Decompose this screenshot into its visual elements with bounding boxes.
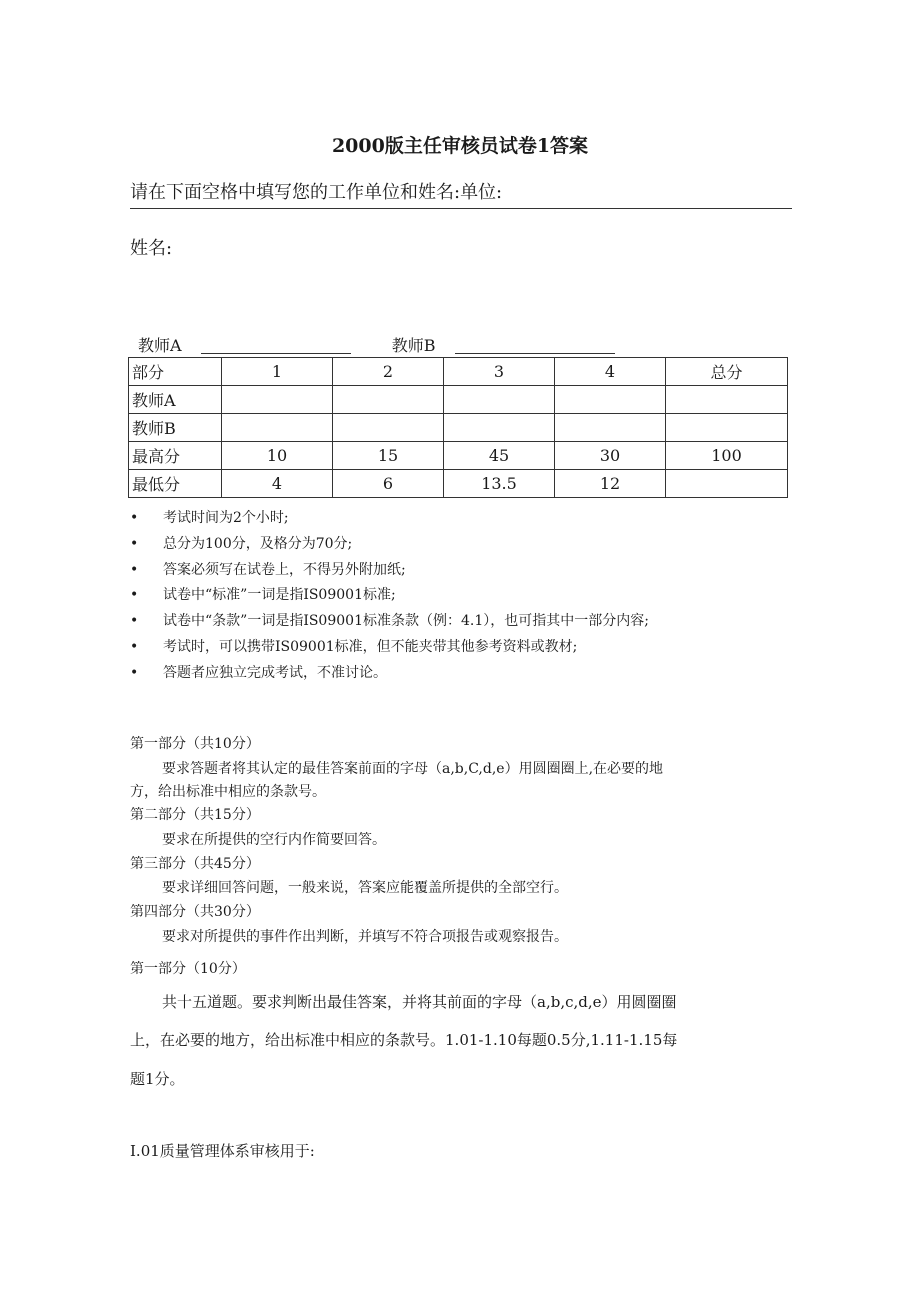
bullet-icon: • <box>130 510 139 526</box>
question-1-01: I.01质量管理体系审核用于: <box>130 1142 315 1160</box>
table-cell: 3 <box>444 358 555 386</box>
exam-rules-list <box>130 506 649 687</box>
list-item <box>130 661 649 687</box>
teacher-b-blank[interactable] <box>455 335 615 354</box>
list-item <box>130 583 649 609</box>
table-cell: 30 <box>555 442 666 470</box>
teacher-a-label: 教师A <box>138 336 182 355</box>
rule-text: 答案必须写在试卷上，不得另外附加纸; <box>163 561 406 578</box>
table-cell: 2 <box>333 358 444 386</box>
table-cell: 4 <box>222 470 333 498</box>
part1-description-cont: 方，给出标准中相应的条款号。 <box>130 784 326 800</box>
rule-text: 试卷中“标准”一词是指IS09001标准; <box>163 587 396 604</box>
part4-description: 要求对所提供的事件作出判断，并填写不符合项报告或观察报告。 <box>162 929 568 945</box>
table-cell[interactable] <box>222 414 333 442</box>
rule-text: 试卷中“条款”一词是指IS09001标准条款（例：4.1），也可指其中一部分内容; <box>163 613 649 630</box>
part2-title: 第二部分（共15分） <box>130 807 260 823</box>
table-cell: 教师A <box>129 386 222 414</box>
table-cell: 4 <box>555 358 666 386</box>
table-cell[interactable] <box>222 386 333 414</box>
teacher-b-label: 教师B <box>391 336 436 355</box>
table-cell: 12 <box>555 470 666 498</box>
section1-paragraph: 共十五道题。要求判断出最佳答案，并将其前面的字母（a,b,c,d,e）用圆圈圈 <box>162 993 677 1011</box>
page-title: 2000版主任审核员试卷1答案 <box>331 135 589 157</box>
section1-title: 第一部分（10分） <box>130 961 246 977</box>
score-table <box>128 357 788 498</box>
list-item <box>130 635 649 661</box>
table-row <box>129 470 788 498</box>
table-row <box>129 414 788 442</box>
table-cell[interactable] <box>666 386 788 414</box>
table-cell: 10 <box>222 442 333 470</box>
table-cell[interactable] <box>333 414 444 442</box>
table-cell[interactable] <box>444 386 555 414</box>
part3-description: 要求详细回答问题，一般来说，答案应能覆盖所提供的全部空行。 <box>162 880 568 896</box>
bullet-icon: • <box>130 664 139 681</box>
rule-text: 考试时，可以携带IS09001标准，但不能夹带其他参考资料或教材; <box>163 638 578 655</box>
bullet-icon: • <box>130 613 139 630</box>
list-item <box>130 609 649 635</box>
rule-text: 考试时间为2个小时; <box>163 510 289 526</box>
table-cell: 45 <box>444 442 555 470</box>
list-item <box>130 506 649 532</box>
rule-text: 答题者应独立完成考试，不准讨论。 <box>163 664 387 681</box>
table-cell: 最低分 <box>129 470 222 498</box>
table-row <box>129 386 788 414</box>
bullet-icon: • <box>130 535 139 552</box>
part1-title: 第一部分（共10分） <box>130 736 260 752</box>
fill-instruction: 请在下面空格中填写您的工作单位和姓名:单位: <box>130 178 792 209</box>
table-cell[interactable] <box>555 386 666 414</box>
list-item <box>130 558 649 584</box>
table-cell: 6 <box>333 470 444 498</box>
table-cell: 13.5 <box>444 470 555 498</box>
table-header-row <box>129 358 788 386</box>
table-cell[interactable] <box>666 414 788 442</box>
part1-description: 要求答题者将其认定的最佳答案前面的字母（a,b,C,d,e）用圆圈圈上,在必要的地 <box>162 761 664 777</box>
table-cell: 部分 <box>129 358 222 386</box>
table-cell: 15 <box>333 442 444 470</box>
table-cell[interactable] <box>555 414 666 442</box>
table-cell: 100 <box>666 442 788 470</box>
part3-title: 第三部分（共45分） <box>130 856 260 872</box>
name-label: 姓名: <box>130 238 173 259</box>
teacher-signature-row <box>138 333 615 356</box>
part2-description: 要求在所提供的空行内作简要回答。 <box>162 832 386 848</box>
bullet-icon: • <box>130 561 139 578</box>
table-row <box>129 442 788 470</box>
teacher-a-blank[interactable] <box>201 335 351 354</box>
bullet-icon: • <box>130 638 139 655</box>
list-item <box>130 532 649 558</box>
rule-text: 总分为100分，及格分为70分; <box>163 535 353 552</box>
table-cell[interactable] <box>333 386 444 414</box>
section1-paragraph-cont: 上，在必要的地方，给出标准中相应的条款号。1.01-1.10每题0.5分,1.11-1.15每 <box>130 1031 678 1049</box>
part4-title: 第四部分（共30分） <box>130 904 260 920</box>
table-cell[interactable] <box>444 414 555 442</box>
table-cell: 1 <box>222 358 333 386</box>
bullet-icon: • <box>130 587 139 604</box>
section1-paragraph-end: 题1分。 <box>130 1070 185 1088</box>
table-cell: 教师B <box>129 414 222 442</box>
table-cell: 最高分 <box>129 442 222 470</box>
table-cell: 总分 <box>666 358 788 386</box>
table-cell <box>666 470 788 498</box>
